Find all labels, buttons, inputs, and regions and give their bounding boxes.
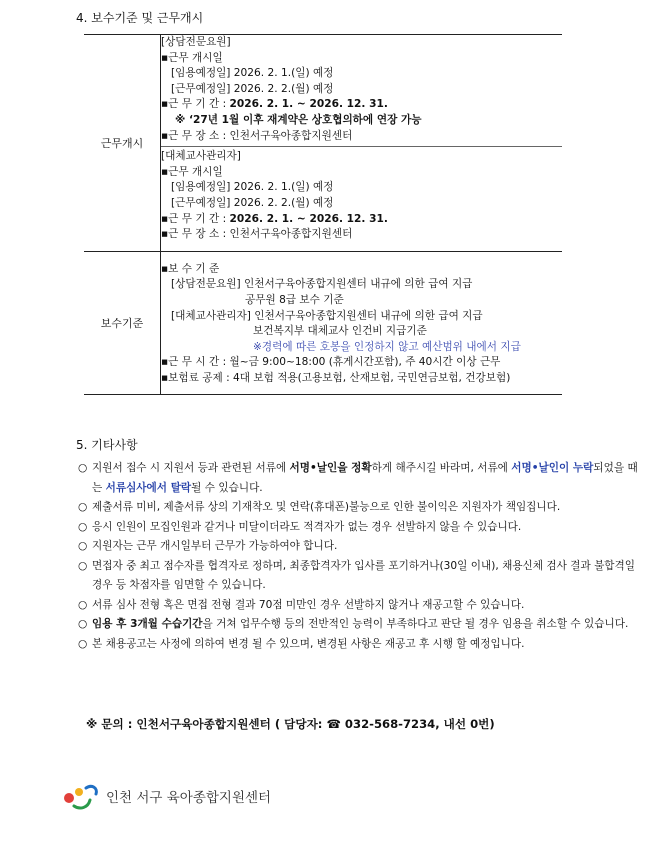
- pay-title: ▪보 수 기 준: [161, 262, 220, 275]
- pay-counselor-line2: 공무원 8급 보수 기준: [245, 293, 344, 306]
- row-work-start: [84, 35, 562, 252]
- list-item: [78, 518, 638, 538]
- substitute-period-value: 2026. 2. 1. ~ 2026. 12. 31.: [229, 212, 388, 225]
- counselor-extension-note: ※ ‘27년 1월 이후 재계약은 상호협의하에 연장 가능: [175, 113, 422, 126]
- work-hours: ▪근 무 시 간 : 월~금 9:00~18:00 (휴게시간포함), 주 40시간 이상 근무: [161, 356, 501, 369]
- item-documents: 제출서류 미비, 제출서류 상의 기재착오 및 연락(휴대폰)불능으로 인한 불이익은 지원자가 책임집니다.: [92, 501, 561, 513]
- list-item: [78, 596, 638, 616]
- bullet-circle-icon: ○: [78, 540, 88, 552]
- item-text: 을 거쳐 업무수행 등의 전반적인 능력이 부족하다고 판단 될 경우 임용을 취소할 수 있습니다.: [202, 618, 629, 630]
- logo-mark-icon: [62, 782, 102, 810]
- list-item: [78, 537, 638, 557]
- section4-title: 4. 보수기준 및 근무개시: [76, 11, 204, 25]
- contact-info: ※ 문의 : 인천서구육아종합지원센터 ( 담당자: ☎ 032-568-7234, 내선 0번): [86, 717, 495, 731]
- item-emphasis: 서명•날인을 정확: [289, 462, 372, 474]
- pay-career-note: ※경력에 따른 호봉을 인정하지 않고 예산범위 내에서 지급: [253, 340, 521, 353]
- substitute-period: [161, 212, 562, 228]
- label-pay-standard: 보수기준: [84, 251, 161, 395]
- pay-substitute-line1: [대체교사관리자] 인천서구육아종합지원센터 내규에 의한 급여 지급: [171, 309, 483, 322]
- pay-counselor-line1: [상담전문요원] 인천서구육아종합지원센터 내규에 의한 급여 지급: [171, 278, 473, 291]
- bullet-circle-icon: ○: [78, 520, 88, 533]
- counselor-period: [161, 97, 562, 113]
- pay-and-start-table: [84, 34, 562, 395]
- item-text: 되었을 때는: [92, 462, 638, 494]
- item-text: 될 수 있습니다.: [191, 481, 263, 494]
- substitute-appoint-date: [임용예정일] 2026. 2. 1.(일) 예정: [171, 181, 334, 194]
- substitute-heading: [대체교사관리자]: [161, 150, 241, 163]
- counselor-period-label: ▪근 무 기 간 :: [161, 98, 230, 111]
- work-start-content: [161, 35, 563, 252]
- substitute-work-date: [근무예정일] 2026. 2. 2.(월) 예정: [171, 196, 334, 209]
- substitute-place: ▪근 무 장 소 : 인천서구육아종합지원센터: [161, 228, 353, 241]
- list-item: [78, 635, 638, 655]
- list-item: [78, 615, 638, 635]
- counselor-period-value: 2026. 2. 1. ~ 2026. 12. 31.: [229, 98, 388, 111]
- item-emphasis-blue: 서류심사에서 탈락: [105, 481, 192, 494]
- substitute-start-title: ▪근무 개시일: [161, 165, 223, 178]
- list-item: [78, 459, 638, 498]
- counselor-heading: [상담전문요원]: [161, 36, 231, 48]
- logo-text: 인천 서구 육아종합지원센터: [106, 790, 272, 806]
- section5-title: 5. 기타사항: [76, 438, 138, 452]
- bullet-circle-icon: ○: [78, 637, 88, 650]
- pay-substitute-line2: 보건복지부 대체교사 인건비 지급기준: [253, 325, 427, 338]
- item-no-selection: 응시 인원이 모집인원과 같거나 미달이더라도 적격자가 없는 경우 선발하지 않을 수 있습니다.: [92, 520, 522, 533]
- bullet-circle-icon: ○: [78, 462, 88, 474]
- item-probation: [92, 615, 638, 635]
- item-notice-change: 본 채용공고는 사정에 의하여 변경 될 수 있으며, 변경된 사항은 재공고 후 시행 할 예정입니다.: [92, 637, 525, 650]
- list-item: [78, 557, 638, 596]
- item-start-availability: 지원자는 근무 개시일부터 근무가 가능하여야 합니다.: [92, 540, 338, 552]
- counselor-appoint-date: [임용예정일] 2026. 2. 1.(일) 예정: [171, 67, 334, 80]
- notes-list: [78, 459, 638, 654]
- item-signature: [92, 459, 638, 498]
- bullet-circle-icon: ○: [78, 598, 88, 611]
- item-text: 지원서 접수 시 지원서 등과 관련된 서류에: [92, 462, 290, 474]
- label-work-start: 근무개시: [84, 35, 161, 252]
- item-emphasis: 임용 후 3개월 수습기간: [92, 618, 203, 630]
- item-final-selection: 면접자 중 최고 점수자를 협격자로 정하며, 최종합격자가 입사를 포기하거나(30일 이내), 채용신체 검사 결과 불합격일 경우 등 차점자를 임면할 수 있습니다.: [92, 559, 635, 591]
- counselor-place: ▪근 무 장 소 : 인천서구육아종합지원센터: [161, 129, 353, 142]
- item-score-threshold: 서류 심사 전형 혹은 면접 전형 결과 70점 미만인 경우 선발하지 않거나 재공고할 수 있습니다.: [92, 598, 525, 611]
- bullet-circle-icon: ○: [78, 559, 88, 572]
- row-pay-standard: [84, 251, 562, 395]
- insurance-deduction: ▪보험료 공제 : 4대 보험 적용(고용보험, 산재보험, 국민연금보험, 건강보험): [161, 371, 511, 384]
- bullet-circle-icon: ○: [78, 618, 88, 630]
- list-item: [78, 498, 638, 518]
- counselor-start-title: ▪근무 개시일: [161, 51, 223, 64]
- bullet-circle-icon: ○: [78, 501, 88, 513]
- substitute-period-label: ▪근 무 기 간 :: [161, 212, 230, 225]
- counselor-work-date: [근무예정일] 2026. 2. 2.(월) 예정: [171, 82, 334, 95]
- pay-standard-content: [161, 251, 563, 395]
- item-text: 하게 해주시길 바라며, 서류에: [371, 462, 512, 474]
- item-emphasis-blue: 서명•날인이 누락: [511, 462, 594, 474]
- center-logo: [62, 782, 271, 810]
- substitute-block: [161, 146, 562, 243]
